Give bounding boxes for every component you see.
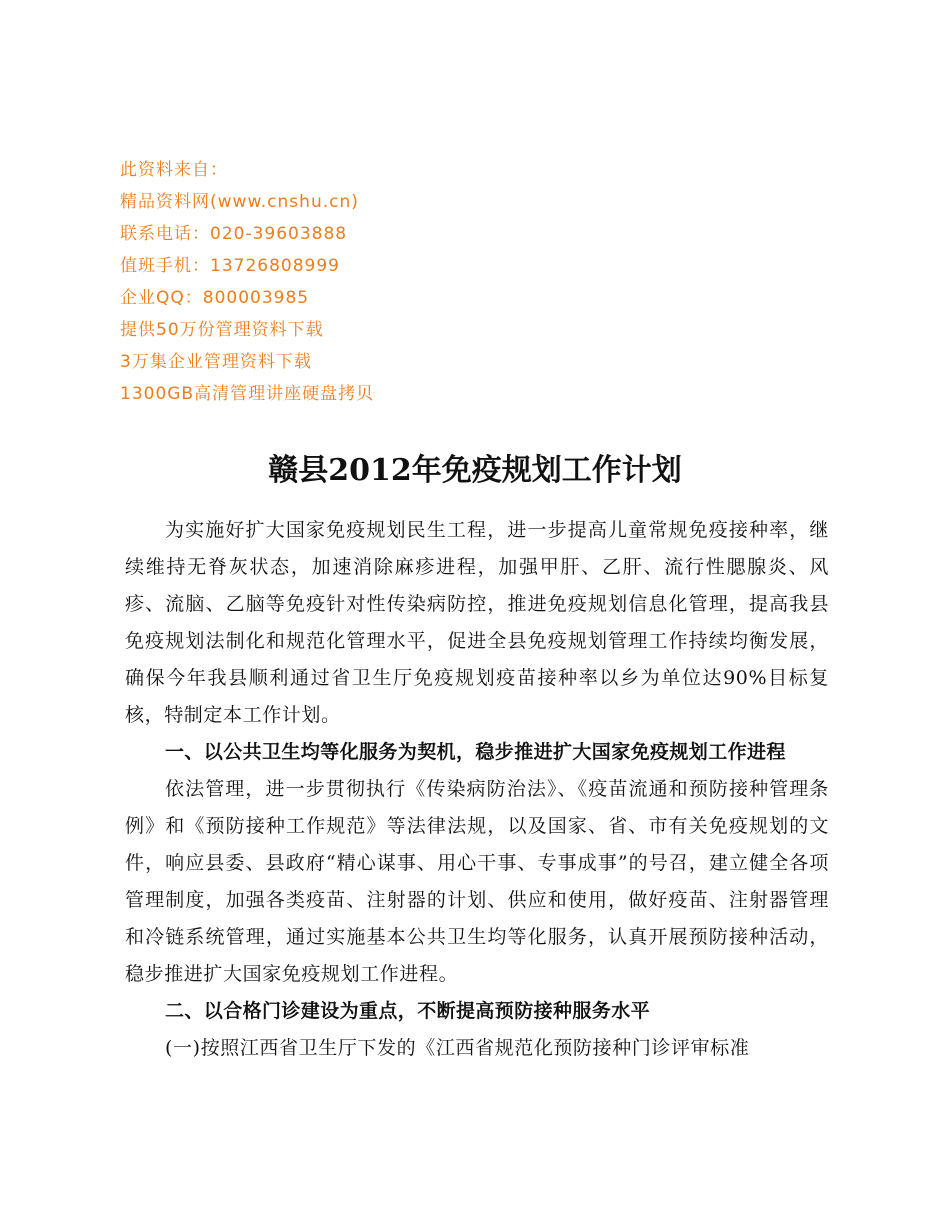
source-line: 值班手机：13726808999	[120, 256, 340, 276]
source-line: 联系电话：020-39603888	[120, 224, 348, 244]
source-line: 精品资料网(www.cnshu.cn)	[120, 192, 359, 212]
source-line: 企业QQ：800003985	[120, 288, 310, 308]
section-1-paragraph: 依法管理，进一步贯彻执行《传染病防治法》、《疫苗流通和预防接种管理条例》和《预防接种工作规范》等法律法规，以及国家、省、市有关免疫规划的文件，响应县委、县政府“精心谋事、用心干事、专事成事”的号召，建立健全各项管理制度，加强各类疫苗、注射器的计划、供应和使用，做好疫苗、注射器管理和冷链系统管理，通过实施基本公共卫生均等化服务，认真开展预防接种活动，稳步推进扩大国家免疫规划工作进程。	[125, 778, 829, 985]
source-line: 此资料来自：	[120, 160, 228, 180]
document-title: 赣县2012年免疫规划工作计划	[268, 453, 682, 488]
source-line: 1300GB高清管理讲座硬盘拷贝	[120, 384, 375, 404]
section-1-heading: 一、以公共卫生均等化服务为契机，稳步推进扩大国家免疫规划工作进程	[165, 741, 786, 763]
source-line: 提供50万份管理资料下载	[120, 320, 324, 340]
section-2-heading: 二、以合格门诊建设为重点，不断提高预防接种服务水平	[165, 1000, 651, 1022]
source-line: 3万集企业管理资料下载	[120, 352, 312, 372]
section-2-item-1: (一)按照江西省卫生厅下发的《江西省规范化预防接种门诊评审标准	[165, 1037, 750, 1059]
document-body	[125, 512, 829, 1067]
intro-paragraph: 为实施好扩大国家免疫规划民生工程，进一步提高儿童常规免疫接种率，继续维持无脊灰状态，加速消除麻疹进程，加强甲肝、乙肝、流行性腮腺炎、风疹、流脑、乙脑等免疫针对性传染病防控，推进免疫规划信息化管理，提高我县免疫规划法制化和规范化管理水平，促进全县免疫规划管理工作持续均衡发展，确保今年我县顺利通过省卫生厅免疫规划疫苗接种率以乡为单位达90%目标复核，特制定本工作计划。	[125, 519, 829, 726]
source-info-block	[120, 154, 620, 410]
